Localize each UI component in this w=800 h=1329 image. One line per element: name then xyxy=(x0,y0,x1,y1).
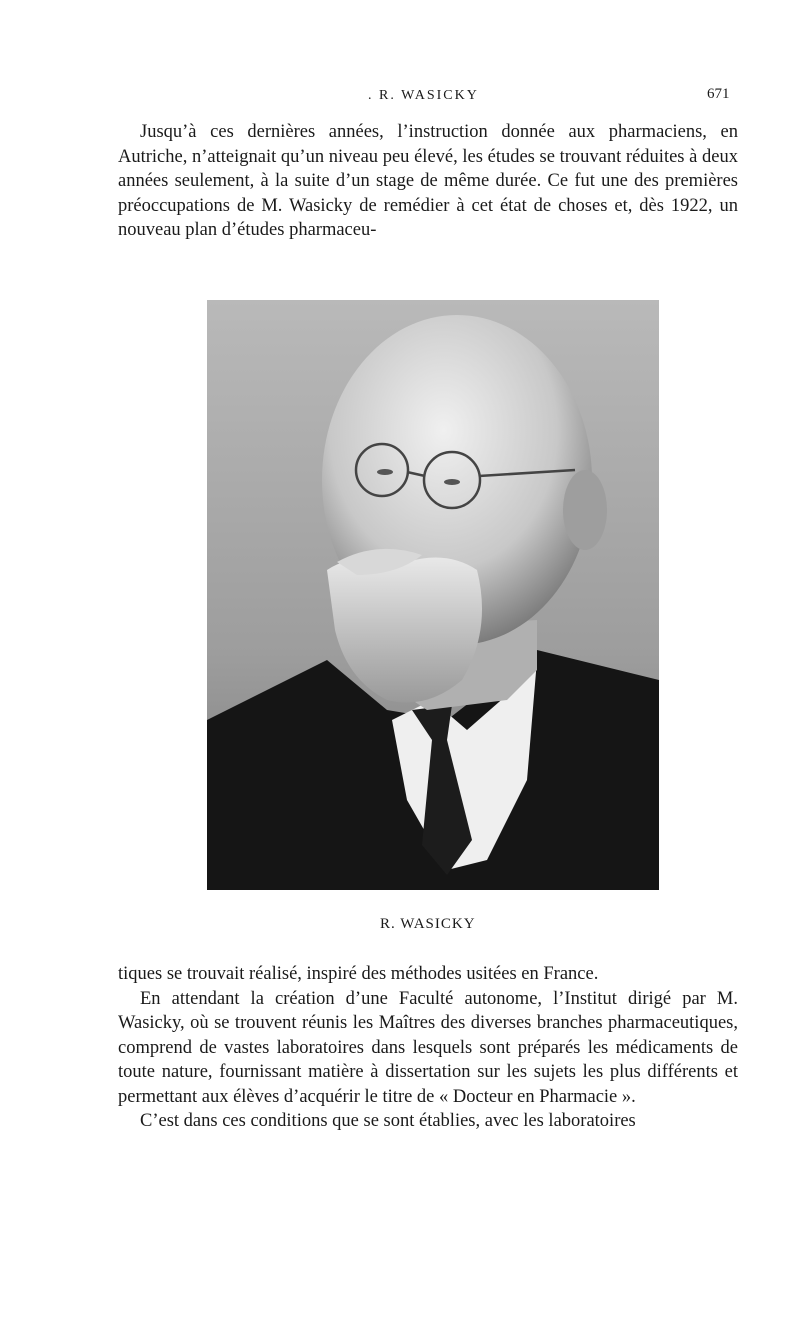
paragraph-institute xyxy=(118,987,738,1110)
portrait-photo xyxy=(207,300,659,890)
paragraph-intro xyxy=(118,120,738,243)
page-number: 671 xyxy=(707,86,730,102)
paragraph-conditions xyxy=(118,1109,738,1134)
figure-caption: R. WASICKY xyxy=(380,916,476,932)
paragraph-conditions-text: C’est dans ces conditions que se sont établies, avec les laboratoires xyxy=(140,1111,636,1131)
portrait-illustration xyxy=(207,300,659,890)
paragraph-institute-text: En attendant la création d’une Faculté autonome, l’Institut dirigé par M. Wasicky, où se trouvent réunis les Maîtres des diverses branches pharmaceutiques, comprend de vastes laboratoires dans lesquels sont préparés les médicaments de toute nature, fournissant matière à dissertation sur les sujets les plus différents et permettant aux élèves d’acquérir le titre de « Docteur en Pharmacie ». xyxy=(118,988,738,1107)
running-head: . R. WASICKY xyxy=(368,88,479,103)
paragraph-intro-text: Jusqu’à ces dernières années, l’instruction donnée aux pharmaciens, en Autriche, n’atteignait qu’un niveau peu élevé, les études se trouvant réduites à deux années seulement, à la suite d’un stage de même durée. Ce fut une des premières préoccupations de M. Wasicky de remédier à cet état de choses et, dès 1922, un nouveau plan d’études pharmaceu- xyxy=(118,122,738,240)
continuation-line: tiques se trouvait réalisé, inspiré des méthodes usitées en France. xyxy=(118,964,599,984)
paragraph-continuation xyxy=(118,962,738,1134)
